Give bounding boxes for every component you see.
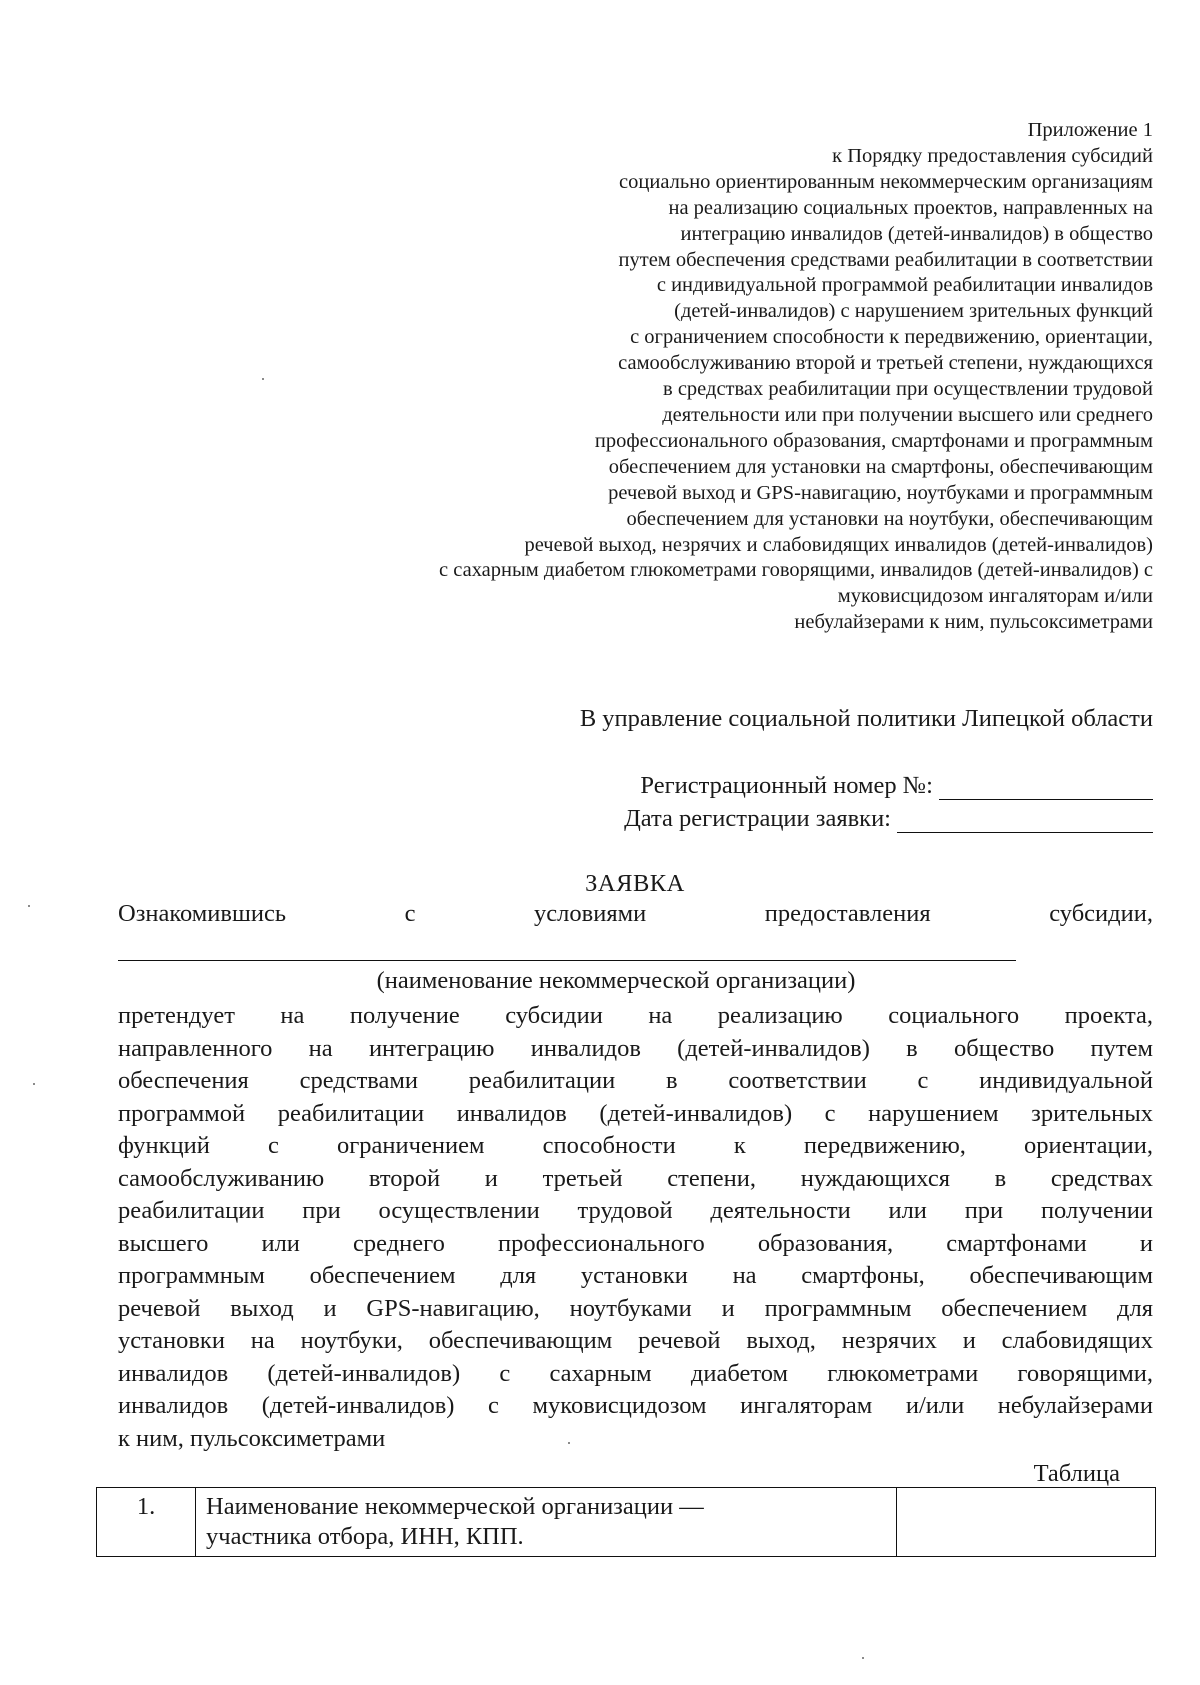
- body-line: функций с ограничением способности к передвижению, ориентации,: [118, 1132, 1153, 1159]
- table-caption: Таблица: [1033, 1460, 1120, 1487]
- row-number: 1.: [97, 1488, 196, 1557]
- appendix-line: с сахарным диабетом глюкометрами говорящими, инвалидов (детей-инвалидов) с: [439, 559, 1153, 582]
- body-line: претендует на получение субсидии на реализацию социального проекта,: [118, 1002, 1153, 1029]
- appendix-line: речевой выход и GPS-навигацию, ноутбуками и программным: [608, 481, 1153, 504]
- appendix-line: (детей-инвалидов) с нарушением зрительных функций: [674, 300, 1153, 323]
- appendix-line: профессионального образования, смартфонами и программным: [594, 429, 1153, 452]
- row-value-cell[interactable]: [897, 1488, 1156, 1557]
- intro-line: [118, 900, 1153, 928]
- body-line: программным обеспечением для установки на смартфоны, обеспечивающим: [118, 1262, 1153, 1289]
- application-body: [118, 1000, 1153, 1455]
- scan-speck: [862, 1657, 864, 1659]
- intro-word: с: [404, 900, 416, 927]
- intro-word: предоставления: [764, 900, 931, 927]
- appendix-line: речевой выход, незрячих и слабовидящих инвалидов (детей-инвалидов): [524, 533, 1153, 556]
- appendix-line: муковисцидозом ингаляторам и/или: [837, 585, 1153, 608]
- scan-speck: [568, 1442, 570, 1444]
- registration-date: [624, 805, 1153, 833]
- body-line: инвалидов (детей-инвалидов) с муковисцидозом ингаляторам и/или небулайзерами: [118, 1392, 1153, 1419]
- body-line: программой реабилитации инвалидов (детей-инвалидов) с нарушением зрительных: [118, 1099, 1153, 1127]
- appendix-line: Приложение 1: [1027, 119, 1153, 141]
- organization-caption: (наименование некоммерческой организации): [376, 967, 856, 994]
- scan-speck: [33, 1083, 35, 1085]
- appendix-line: с индивидуальной программой реабилитации инвалидов: [656, 274, 1153, 297]
- registration-number-blank[interactable]: [939, 775, 1153, 800]
- scan-speck: [28, 905, 30, 907]
- body-line: самообслуживанию второй и третьей степени, нуждающихся в средствах: [118, 1164, 1153, 1192]
- addressee: В управление социальной политики Липецкой области: [579, 705, 1153, 732]
- appendix-line: обеспечением для установки на смартфоны, обеспечивающим: [608, 455, 1153, 478]
- body-line: направленного на интеграцию инвалидов (детей-инвалидов) в общество путем: [118, 1034, 1153, 1062]
- appendix-line: обеспечением для установки на ноутбуки, обеспечивающим: [626, 507, 1153, 530]
- appendix-line: деятельности или при получении высшего или среднего: [662, 403, 1153, 426]
- application-table: [96, 1487, 1156, 1557]
- row-label-line: Наименование некоммерческой организации —: [206, 1493, 704, 1520]
- body-line: к ним, пульсоксиметрами: [118, 1424, 386, 1452]
- row-label-line: участника отбора, ИНН, КПП.: [206, 1523, 524, 1550]
- appendix-line: к Порядку предоставления субсидий: [832, 144, 1153, 167]
- body-line: установки на ноутбуки, обеспечивающим речевой выход, незрячих и слабовидящих: [118, 1327, 1153, 1354]
- appendix-line: социально ориентированным некоммерческим организациям: [619, 170, 1153, 193]
- scan-speck: [262, 378, 264, 380]
- table-row: [97, 1488, 1156, 1557]
- body-line: реабилитации при осуществлении трудовой деятельности или при получении: [118, 1197, 1153, 1224]
- appendix-line: путем обеспечения средствами реабилитации в соответствии: [618, 248, 1153, 271]
- appendix-line: в средствах реабилитации при осуществлении трудовой: [663, 378, 1153, 401]
- registration-date-label: Дата регистрации заявки:: [624, 805, 891, 832]
- organization-name-blank[interactable]: [118, 960, 1016, 961]
- registration-number: [640, 772, 1153, 800]
- intro-word: Ознакомившись: [118, 900, 287, 927]
- registration-date-blank[interactable]: [897, 808, 1153, 833]
- appendix-line: самообслуживанию второй и третьей степени, нуждающихся: [618, 352, 1153, 375]
- row-label: [196, 1488, 897, 1557]
- body-line: речевой выход и GPS-навигацию, ноутбуками и программным обеспечением для: [118, 1294, 1153, 1322]
- document-title: ЗАЯВКА: [585, 870, 685, 897]
- appendix-header: [253, 118, 1153, 636]
- appendix-line: небулайзерами к ним, пульсоксиметрами: [794, 611, 1153, 634]
- body-line: высшего или среднего профессионального образования, смартфонами и: [118, 1229, 1153, 1257]
- intro-word: субсидии,: [1049, 900, 1153, 927]
- intro-word: условиями: [534, 900, 647, 927]
- appendix-line: на реализацию социальных проектов, направленных на: [668, 196, 1153, 219]
- registration-number-label: Регистрационный номер №:: [640, 772, 933, 799]
- body-line: инвалидов (детей-инвалидов) с сахарным диабетом глюкометрами говорящими,: [118, 1359, 1153, 1387]
- appendix-line: с ограничением способности к передвижению, ориентации,: [630, 326, 1153, 349]
- body-line: обеспечения средствами реабилитации в соответствии с индивидуальной: [118, 1067, 1153, 1094]
- appendix-line: интеграцию инвалидов (детей-инвалидов) в общество: [680, 222, 1153, 245]
